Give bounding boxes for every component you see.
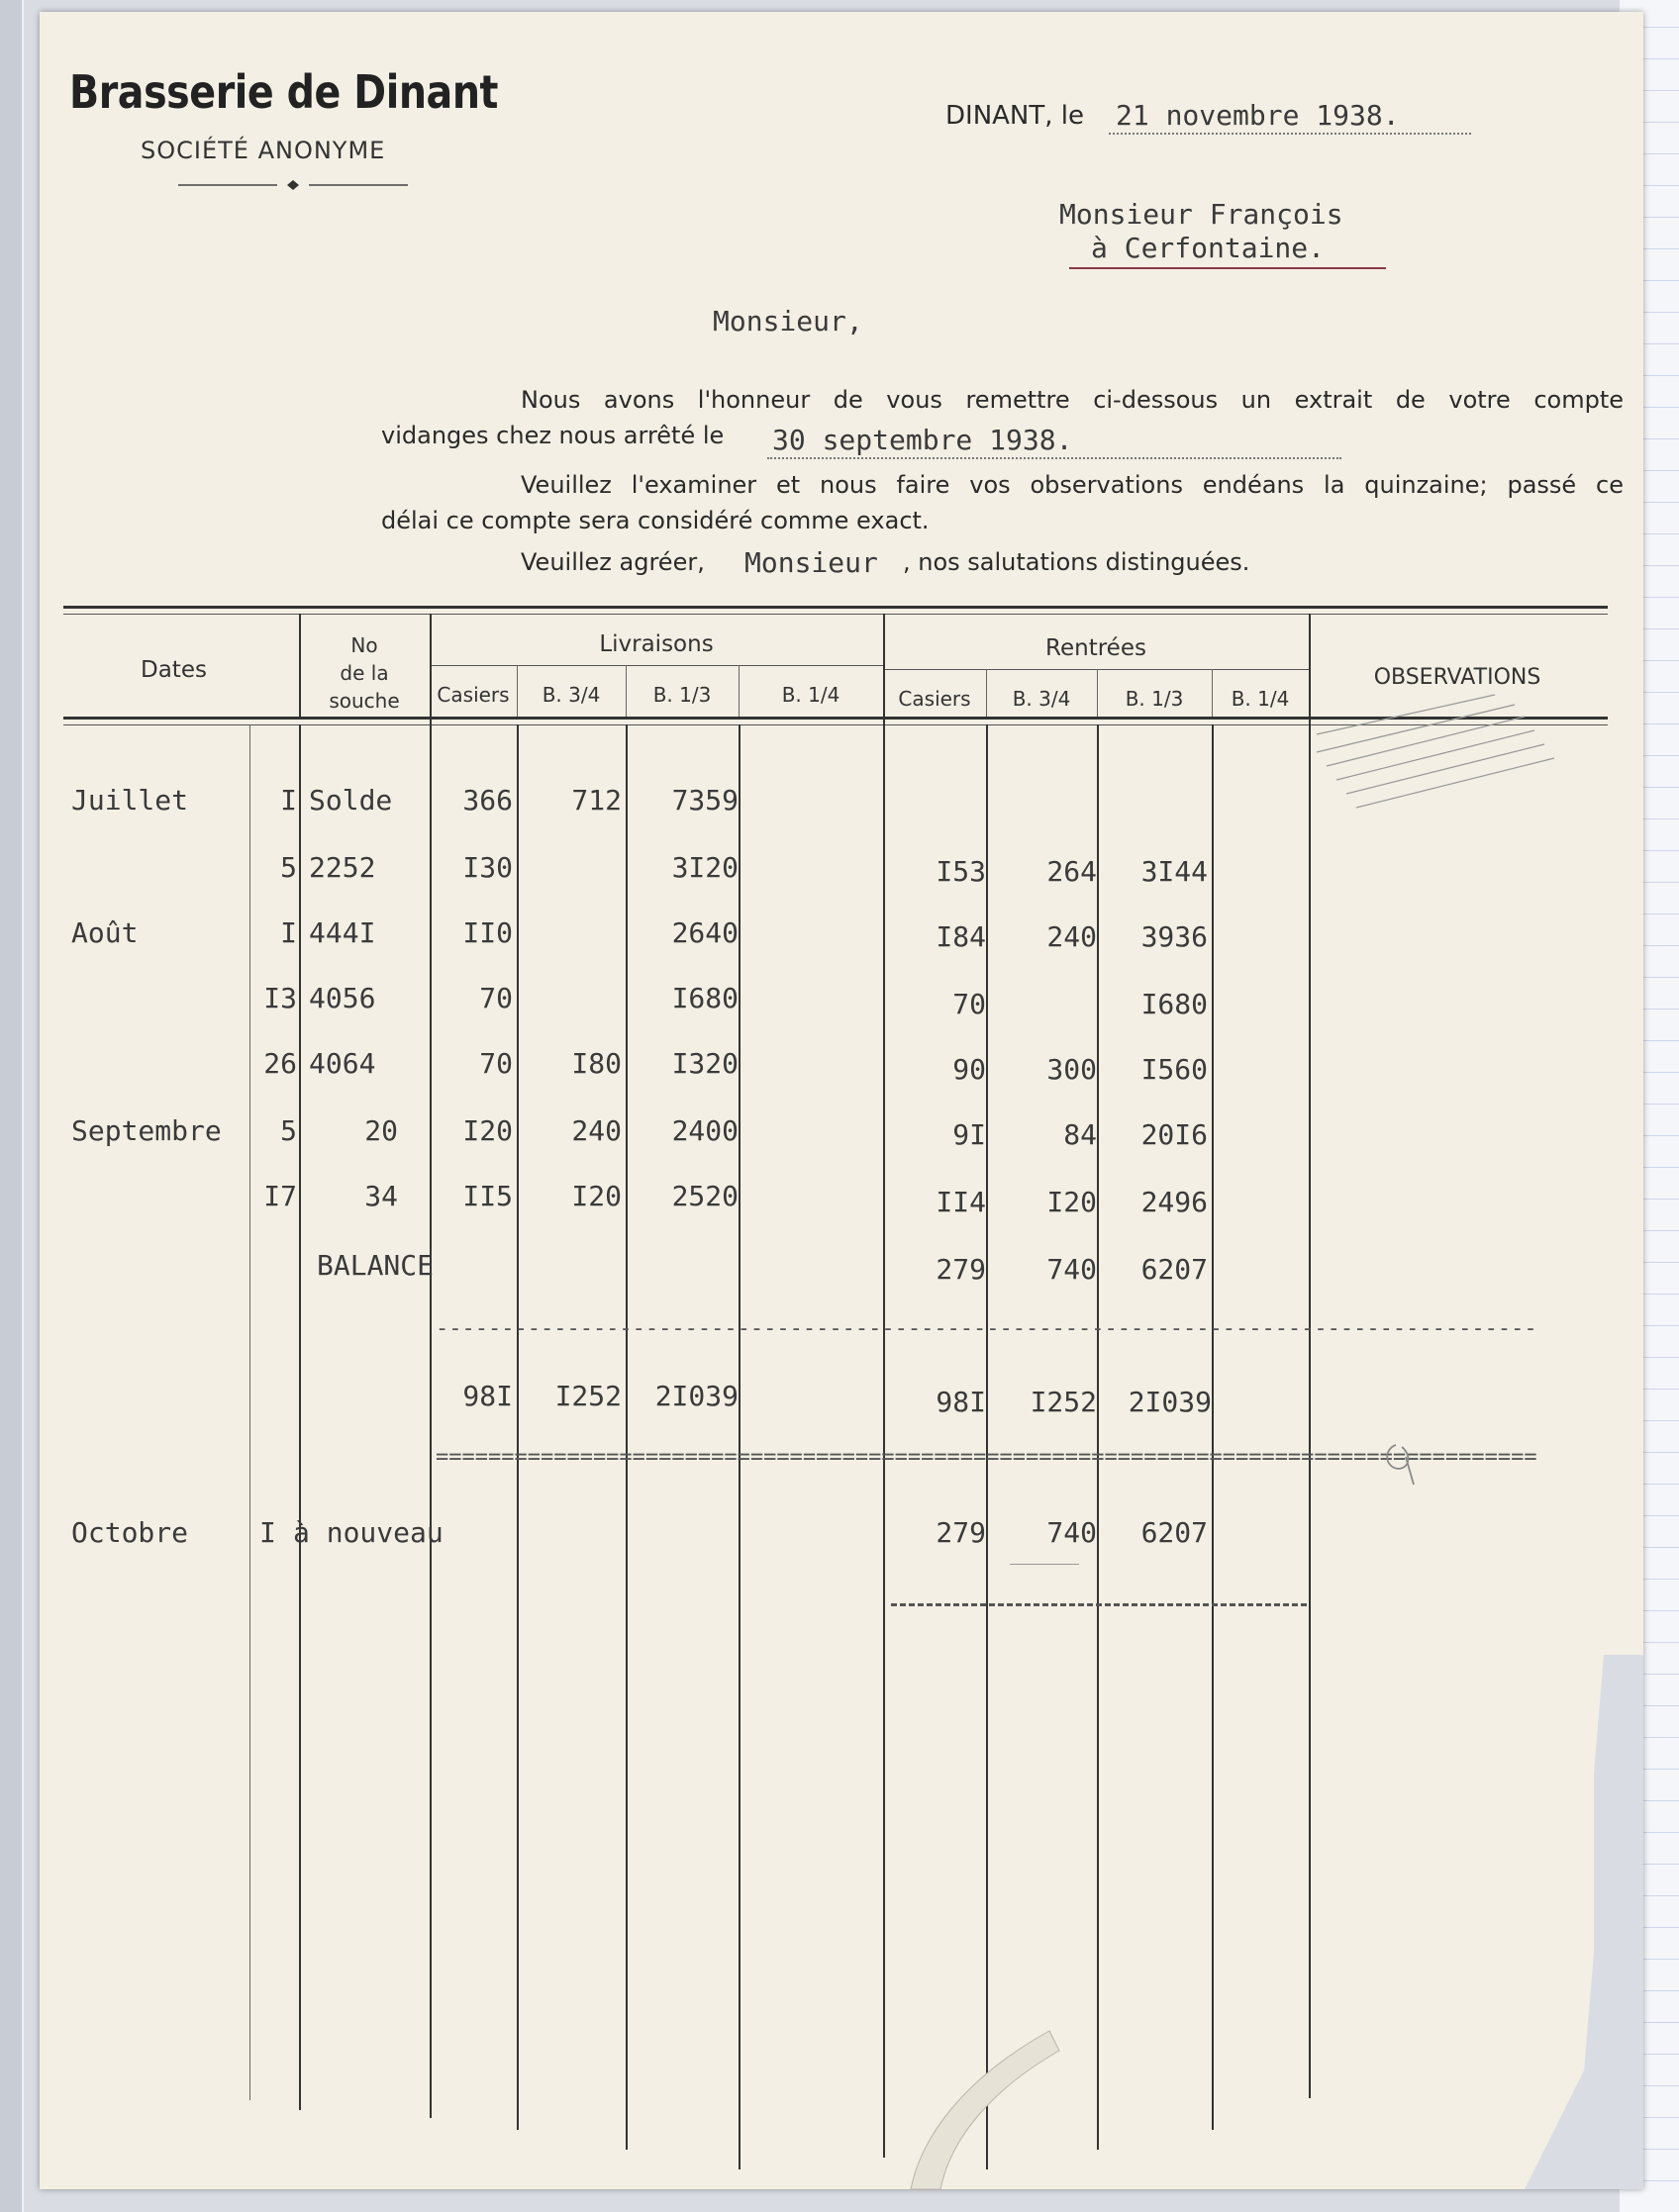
header-r-b13: B. 1/3 [1125, 687, 1184, 711]
header-l-b34: B. 3/4 [542, 683, 601, 707]
observations-col-line [1309, 614, 1311, 2098]
row-l-casiers: 70 [479, 1047, 513, 1080]
row-r-b34: 84 [1063, 1118, 1097, 1151]
row-l-b13: 7359 [671, 784, 739, 817]
row-souche: 444I [309, 916, 376, 949]
header-r-b14: B. 1/4 [1231, 687, 1290, 711]
paragraph-3-title: Monsieur [744, 546, 878, 579]
header-souche-no: No [350, 633, 378, 657]
row-l-b34: 712 [571, 784, 622, 817]
header-l-casiers: Casiers [437, 683, 510, 707]
r-b14-col-line [1212, 724, 1214, 2130]
row-l-casiers: I20 [462, 1114, 513, 1147]
recipient-line-1: Monsieur François [1059, 198, 1343, 231]
row-r-casiers: 90 [952, 1053, 986, 1086]
table-top-rule [63, 606, 1608, 609]
paragraph-3-end: , nos salutations distinguées. [903, 548, 1250, 576]
header-souche-souche: souche [329, 689, 400, 713]
salutation: Monsieur, [713, 305, 863, 337]
row-l-b13: 2400 [671, 1114, 739, 1147]
row-r-b13: 3I44 [1140, 855, 1208, 888]
l-b34-col-line [517, 724, 519, 2130]
row-r-casiers: 70 [952, 988, 986, 1020]
row-r-casiers: I53 [936, 855, 986, 888]
row-souche: 2252 [309, 851, 376, 884]
table-top-rule-thin [63, 614, 1608, 615]
row-l-b13: 2520 [671, 1180, 739, 1212]
row-l-b13: I320 [671, 1047, 739, 1080]
row-day: 5 [280, 1114, 297, 1147]
livraisons-sub-rule [430, 665, 883, 666]
pencil-mark [1376, 1437, 1426, 1496]
row-l-casiers: II0 [462, 916, 513, 949]
header-observations: OBSERVATIONS [1373, 665, 1541, 690]
row-l-casiers: II5 [462, 1180, 513, 1212]
row-day: I [280, 916, 297, 949]
header-r-b34: B. 3/4 [1012, 687, 1071, 711]
recipient-underline [1069, 267, 1386, 269]
balance-label: BALANCE [317, 1249, 435, 1282]
row-l-casiers: 70 [479, 982, 513, 1014]
row-l-casiers: I30 [462, 851, 513, 884]
carry-label: à nouveau [293, 1516, 444, 1549]
balance-r-casiers: 279 [936, 1253, 986, 1286]
row-souche: Solde [309, 784, 393, 817]
row-day: 5 [280, 851, 297, 884]
balance-r-b13: 6207 [1140, 1253, 1208, 1286]
row-day: I7 [263, 1180, 297, 1212]
row-r-b13: I560 [1140, 1053, 1208, 1086]
row-souche: 34 [364, 1180, 398, 1212]
pencil-hatching [1317, 695, 1614, 823]
row-l-b13: 2640 [671, 916, 739, 949]
row-day: I [280, 784, 297, 817]
ornament-divider [178, 178, 416, 192]
header-rentrees: Rentrées [1045, 635, 1146, 661]
total-r-casiers: 98I [936, 1386, 986, 1418]
rentrees-sub-rule [883, 669, 1309, 670]
torn-corner [1465, 1655, 1643, 2189]
header-l-b14: B. 1/4 [781, 683, 840, 707]
scanner-edge [0, 0, 24, 2212]
total-r-b13: 2I039 [1128, 1386, 1212, 1418]
header-l-b13: B. 1/3 [652, 683, 712, 707]
row-l-b34: I80 [571, 1047, 622, 1080]
header-souche-de-la: de la [340, 661, 389, 685]
row-l-b34: 240 [571, 1114, 622, 1147]
carry-day: I [259, 1516, 276, 1549]
row-r-casiers: II4 [936, 1186, 986, 1218]
date-dotted-line [1109, 133, 1471, 135]
row-month: Juillet [71, 784, 189, 817]
row-r-b34: 240 [1046, 920, 1097, 953]
row-r-b13: I680 [1140, 988, 1208, 1020]
pencil-underline [1010, 1564, 1079, 1565]
row-r-b13: 20I6 [1140, 1118, 1208, 1151]
row-souche: 4064 [309, 1047, 376, 1080]
row-souche: 4056 [309, 982, 376, 1014]
header-livraisons: Livraisons [599, 631, 714, 657]
account-closing-date: 30 septembre 1938. [772, 424, 1073, 456]
livraisons-col-line [430, 614, 432, 2118]
letter-sheet [40, 12, 1643, 2189]
row-day: 26 [263, 1047, 297, 1080]
subtotal-dashed-rule: ------------------------------------------------------------------------------------ [436, 1316, 1537, 1341]
paragraph-1-line-1: Nous avons l'honneur de vous remettre ci-dessous un extrait de votre compte [521, 386, 1624, 414]
row-l-b13: I680 [671, 982, 739, 1014]
row-l-b13: 3I20 [671, 851, 739, 884]
row-r-b13: 2496 [1140, 1186, 1208, 1218]
row-r-casiers: 9I [952, 1118, 986, 1151]
paragraph-2-line-1: Veuillez l'examiner et nous faire vos observations endéans la quinzaine; passé ce [521, 471, 1624, 499]
total-l-casiers: 98I [462, 1380, 513, 1412]
header-r-casiers: Casiers [898, 687, 971, 711]
balance-r-b34: 740 [1046, 1253, 1097, 1286]
paragraph-1-line-2: vidanges chez nous arrêté le [381, 422, 725, 449]
total-l-b34: I252 [554, 1380, 622, 1412]
carry-r-b13: 6207 [1140, 1516, 1208, 1549]
row-souche: 20 [364, 1114, 398, 1147]
carry-r-casiers: 279 [936, 1516, 986, 1549]
souche-col-line [299, 724, 301, 2110]
total-r-b34: I252 [1030, 1386, 1097, 1418]
recipient-line-2: à Cerfontaine. [1091, 232, 1326, 264]
row-r-b13: 3936 [1140, 920, 1208, 953]
row-day: I3 [263, 982, 297, 1014]
row-r-b34: I20 [1046, 1186, 1097, 1218]
row-l-casiers: 366 [462, 784, 513, 817]
company-name: Brasserie de Dinant [69, 65, 499, 119]
final-dashed-rule [891, 1603, 1307, 1606]
row-r-b34: 300 [1046, 1053, 1097, 1086]
closing-date-dotted-line [767, 457, 1341, 459]
paragraph-3-start: Veuillez agréer, [521, 548, 705, 576]
paragraph-2-line-2: délai ce compte sera considéré comme exact. [381, 507, 930, 534]
paper-tear [851, 1991, 1069, 2189]
date-place: DINANT, le [945, 101, 1085, 131]
letter-date: 21 novembre 1938. [1116, 99, 1400, 132]
carry-r-b34: 740 [1046, 1516, 1097, 1549]
row-month: Août [71, 916, 139, 949]
company-subtitle: SOCIÉTÉ ANONYME [141, 137, 386, 164]
carry-month: Octobre [71, 1516, 189, 1549]
row-r-casiers: I84 [936, 920, 986, 953]
header-dates: Dates [141, 657, 207, 683]
row-r-b34: 264 [1046, 855, 1097, 888]
total-l-b13: 2I039 [654, 1380, 739, 1412]
row-month: Septembre [71, 1114, 222, 1147]
total-double-rule: ==================================================================================== [436, 1445, 1537, 1470]
row-l-b34: I20 [571, 1180, 622, 1212]
